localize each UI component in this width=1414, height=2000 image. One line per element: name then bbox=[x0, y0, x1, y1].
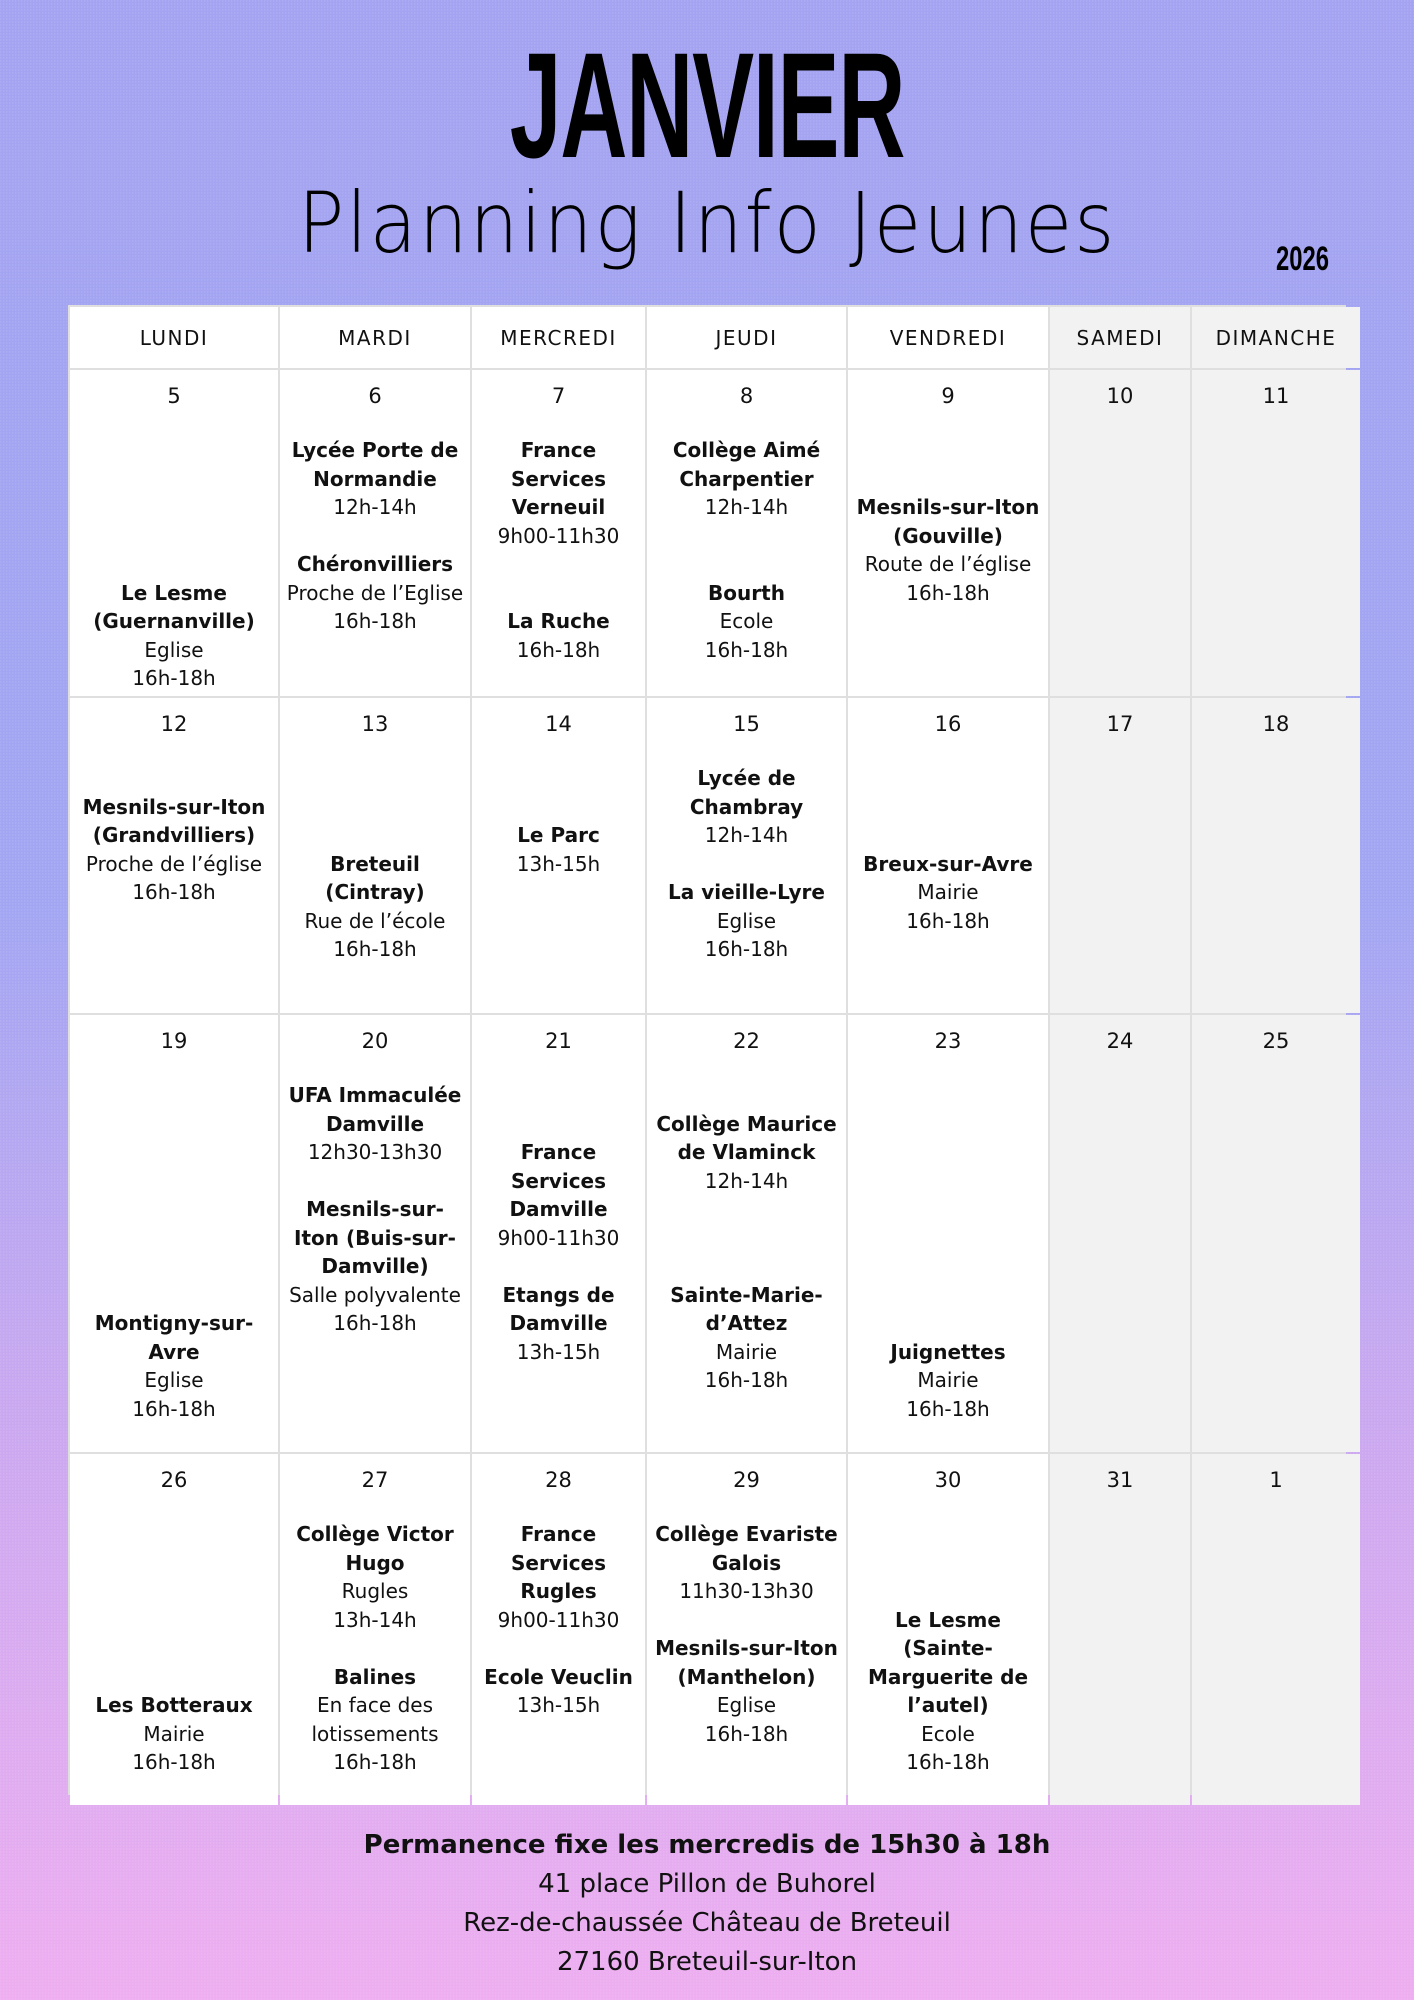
event-item bbox=[653, 1281, 840, 1395]
event-time: 12h-14h bbox=[333, 495, 417, 519]
day-number: 25 bbox=[1262, 1029, 1290, 1053]
events-list bbox=[70, 764, 278, 1013]
event-time: 16h-18h bbox=[704, 1721, 789, 1746]
event-item bbox=[286, 436, 464, 522]
event-location: La vieille-Lyre bbox=[668, 880, 825, 904]
day-cell bbox=[647, 1015, 846, 1452]
event-location: Mesnils-sur-Iton (Gouville) bbox=[856, 495, 1040, 548]
event-location: Breux-sur-Avre bbox=[863, 851, 1033, 876]
event-item bbox=[653, 878, 840, 964]
event-item bbox=[854, 493, 1042, 607]
events-list bbox=[848, 764, 1048, 1013]
weekday-header-mercredi: MERCREDI bbox=[472, 307, 645, 368]
events-list bbox=[70, 1081, 278, 1452]
day-cell bbox=[647, 1454, 846, 1805]
day-number: 31 bbox=[1106, 1468, 1134, 1492]
day-cell bbox=[70, 370, 278, 696]
day-cell bbox=[70, 1015, 278, 1452]
event-time: 13h-15h bbox=[516, 851, 601, 876]
day-cell bbox=[280, 1015, 470, 1452]
day-cell bbox=[280, 698, 470, 1013]
day-cell bbox=[70, 698, 278, 1013]
event-place: Rue de l’école bbox=[304, 908, 446, 933]
event-time: 16h-18h bbox=[704, 1368, 789, 1392]
event-location: France Services Damville bbox=[509, 1140, 608, 1221]
address-line-1: 41 place Pillon de Buhorel bbox=[538, 1869, 876, 1899]
day-number: 8 bbox=[739, 384, 754, 408]
events-list bbox=[70, 1520, 278, 1805]
event-time: 12h-14h bbox=[704, 1168, 789, 1193]
event-location: Chéronvilliers bbox=[296, 552, 454, 576]
day-number: 28 bbox=[545, 1468, 572, 1492]
event-place: En face des lotissements bbox=[311, 1693, 439, 1746]
events-list bbox=[472, 436, 645, 696]
footer-info bbox=[0, 1826, 1414, 1982]
day-cell bbox=[472, 370, 645, 696]
day-cell bbox=[647, 370, 846, 696]
event-location: Collège Victor Hugo bbox=[296, 1522, 454, 1575]
day-number: 10 bbox=[1106, 384, 1134, 408]
event-item bbox=[76, 793, 272, 907]
event-time: 16h-18h bbox=[333, 1750, 417, 1774]
event-place: Ecole bbox=[719, 609, 774, 633]
events-list bbox=[472, 1081, 645, 1452]
event-item bbox=[76, 1309, 272, 1423]
day-number: 5 bbox=[167, 384, 181, 408]
event-time: 16h-18h bbox=[704, 637, 789, 662]
events-list bbox=[280, 1520, 470, 1805]
events-list bbox=[472, 764, 645, 1013]
day-cell bbox=[472, 698, 645, 1013]
event-place: Mairie bbox=[143, 1721, 205, 1746]
event-time: 16h-18h bbox=[333, 609, 417, 633]
event-time: 16h-18h bbox=[906, 1396, 990, 1421]
day-number: 20 bbox=[361, 1029, 389, 1053]
weekday-header-mardi: MARDI bbox=[280, 307, 470, 368]
event-place: Proche de l’église bbox=[85, 851, 263, 876]
event-location: La Ruche bbox=[507, 609, 610, 633]
day-number: 21 bbox=[545, 1029, 572, 1053]
event-place: Ecole bbox=[921, 1721, 975, 1746]
weekday-header-jeudi: JEUDI bbox=[647, 307, 846, 368]
weekday-header-samedi: SAMEDI bbox=[1050, 307, 1190, 368]
event-location: Mesnils-sur-Iton (Manthelon) bbox=[655, 1636, 838, 1689]
event-location: Mesnils-sur-Iton (Grandvilliers) bbox=[82, 794, 266, 847]
event-item bbox=[478, 1663, 639, 1720]
event-item bbox=[286, 550, 464, 636]
event-place: Eglise bbox=[716, 1693, 777, 1717]
calendar-grid bbox=[68, 305, 1346, 1795]
day-cell bbox=[1050, 698, 1190, 1013]
event-place: Eglise bbox=[716, 908, 777, 933]
event-location: Le Lesme (Sainte-Marguerite de l’autel) bbox=[867, 1607, 1029, 1717]
event-item bbox=[76, 1691, 272, 1777]
event-item bbox=[286, 1195, 464, 1338]
day-number: 29 bbox=[733, 1468, 760, 1492]
events-list bbox=[472, 1520, 645, 1805]
day-number: 19 bbox=[160, 1029, 188, 1053]
day-cell bbox=[848, 370, 1048, 696]
event-time: 13h-15h bbox=[516, 1339, 601, 1364]
event-time: 9h00-11h30 bbox=[497, 1225, 620, 1250]
day-number: 23 bbox=[934, 1029, 962, 1053]
event-item bbox=[653, 1520, 840, 1606]
event-item bbox=[478, 1281, 639, 1367]
events-list bbox=[70, 436, 278, 696]
event-item bbox=[653, 579, 840, 665]
event-time: 12h-14h bbox=[704, 495, 789, 519]
event-time: 16h-18h bbox=[132, 1750, 216, 1774]
day-number: 18 bbox=[1262, 712, 1290, 736]
event-place: Eglise bbox=[144, 1368, 204, 1392]
event-location: Etangs de Damville bbox=[502, 1282, 615, 1335]
event-time: 12h-14h bbox=[704, 823, 789, 847]
events-list bbox=[848, 1520, 1048, 1805]
address-line-3: 27160 Breteuil-sur-Iton bbox=[556, 1947, 858, 1977]
event-place: Eglise bbox=[144, 637, 204, 662]
event-place: Mairie bbox=[715, 1339, 778, 1364]
event-item bbox=[854, 1606, 1042, 1777]
events-list bbox=[1192, 436, 1360, 696]
event-location: Collège Aimé Charpentier bbox=[672, 438, 821, 491]
day-cell bbox=[280, 1454, 470, 1805]
day-cell bbox=[1192, 1015, 1360, 1452]
event-location: Les Botteraux bbox=[95, 1693, 253, 1717]
event-time: 16h-18h bbox=[132, 880, 216, 904]
event-place: Route de l’église bbox=[864, 552, 1032, 576]
event-item bbox=[286, 1663, 464, 1777]
event-item bbox=[286, 1081, 464, 1167]
events-list bbox=[1050, 764, 1190, 1013]
event-time: 13h-15h bbox=[516, 1693, 601, 1717]
event-location: Bourth bbox=[708, 580, 785, 605]
day-number: 7 bbox=[551, 384, 566, 408]
event-time: 9h00-11h30 bbox=[497, 523, 620, 548]
day-cell bbox=[1192, 370, 1360, 696]
day-number: 12 bbox=[160, 712, 188, 736]
events-list bbox=[1192, 1520, 1360, 1805]
event-time: 16h-18h bbox=[132, 666, 216, 690]
event-item bbox=[76, 579, 272, 693]
weekday-header-vendredi: VENDREDI bbox=[848, 307, 1048, 368]
events-list bbox=[647, 1520, 846, 1805]
event-time: 16h-18h bbox=[704, 937, 789, 961]
events-list bbox=[280, 764, 470, 1013]
day-cell bbox=[1050, 1015, 1190, 1452]
events-list bbox=[647, 764, 846, 1013]
event-time: 9h00-11h30 bbox=[497, 1607, 620, 1632]
day-number: 24 bbox=[1106, 1029, 1134, 1053]
day-cell bbox=[848, 698, 1048, 1013]
day-cell bbox=[647, 698, 846, 1013]
event-location: Mesnils-sur-Iton (Buis-sur-Damville) bbox=[294, 1197, 456, 1278]
day-number: 15 bbox=[733, 712, 760, 736]
events-list bbox=[1050, 1081, 1190, 1452]
event-location: Collège Maurice de Vlaminck bbox=[656, 1111, 837, 1164]
event-item bbox=[286, 1520, 464, 1634]
event-location: UFA Immaculée Damville bbox=[288, 1083, 462, 1136]
month-title: JANVIER bbox=[509, 21, 905, 189]
event-item bbox=[478, 1520, 639, 1634]
day-cell bbox=[1192, 698, 1360, 1013]
event-time: 12h30-13h30 bbox=[307, 1140, 443, 1164]
event-item bbox=[854, 1338, 1042, 1424]
event-location: Lycée Porte de Normandie bbox=[291, 438, 459, 491]
event-location: Sainte-Marie-d’Attez bbox=[670, 1282, 823, 1335]
event-place: Mairie bbox=[917, 1368, 979, 1392]
event-time: 16h-18h bbox=[333, 1311, 417, 1335]
event-item bbox=[286, 850, 464, 964]
event-time: 11h30-13h30 bbox=[679, 1579, 814, 1603]
event-time: 16h-18h bbox=[516, 637, 601, 662]
events-list bbox=[848, 436, 1048, 696]
day-number: 9 bbox=[941, 384, 955, 408]
day-cell bbox=[1050, 1454, 1190, 1805]
event-item bbox=[854, 850, 1042, 936]
event-location: Le Parc bbox=[517, 823, 600, 847]
event-time: 16h-18h bbox=[906, 580, 990, 605]
event-location: Collège Evariste Galois bbox=[655, 1522, 838, 1575]
event-location: Montigny-sur-Avre bbox=[94, 1311, 254, 1364]
events-list bbox=[1050, 436, 1190, 696]
events-list bbox=[280, 1081, 470, 1452]
day-cell bbox=[848, 1454, 1048, 1805]
day-number: 11 bbox=[1262, 384, 1290, 408]
day-cell bbox=[280, 370, 470, 696]
day-number: 16 bbox=[934, 712, 962, 736]
permanence-text: Permanence fixe les mercredis de 15h30 à 18h bbox=[363, 1830, 1051, 1860]
event-location: France Services Rugles bbox=[510, 1522, 607, 1603]
event-location: Ecole Veuclin bbox=[484, 1664, 633, 1689]
page-subtitle: Planning Info Jeunes bbox=[297, 174, 1117, 272]
address-line-2: Rez-de-chaussée Château de Breteuil bbox=[463, 1908, 951, 1938]
day-cell bbox=[1050, 370, 1190, 696]
day-cell bbox=[848, 1015, 1048, 1452]
event-place: Rugles bbox=[341, 1579, 409, 1603]
weekday-header-lundi: LUNDI bbox=[70, 307, 278, 368]
event-item bbox=[653, 436, 840, 522]
event-location: France Services Verneuil bbox=[510, 438, 607, 519]
event-time: 16h-18h bbox=[132, 1396, 216, 1421]
day-number: 1 bbox=[1269, 1468, 1283, 1492]
day-number: 27 bbox=[361, 1468, 389, 1492]
day-number: 26 bbox=[160, 1468, 188, 1492]
day-cell bbox=[1192, 1454, 1360, 1805]
event-location: Le Lesme (Guernanville) bbox=[93, 580, 255, 633]
event-item bbox=[478, 436, 639, 550]
day-cell bbox=[472, 1015, 645, 1452]
event-location: Breteuil (Cintray) bbox=[325, 851, 425, 904]
events-list bbox=[1192, 1081, 1360, 1452]
year-label: 2026 bbox=[1276, 240, 1329, 278]
event-place: Mairie bbox=[917, 880, 979, 904]
event-item bbox=[478, 1138, 639, 1252]
event-location: Juignettes bbox=[890, 1339, 1006, 1364]
day-number: 14 bbox=[545, 712, 572, 736]
day-number: 17 bbox=[1106, 712, 1134, 736]
event-item bbox=[653, 1634, 840, 1748]
weekday-header-dimanche: DIMANCHE bbox=[1192, 307, 1360, 368]
day-cell bbox=[472, 1454, 645, 1805]
events-list bbox=[1050, 1520, 1190, 1805]
event-item bbox=[653, 764, 840, 850]
event-item bbox=[478, 821, 639, 878]
event-location: Balines bbox=[333, 1664, 417, 1689]
event-place: Proche de l’Eglise bbox=[286, 580, 464, 605]
event-time: 16h-18h bbox=[906, 908, 990, 933]
events-list bbox=[1192, 764, 1360, 1013]
events-list bbox=[848, 1081, 1048, 1452]
event-time: 13h-14h bbox=[333, 1607, 417, 1632]
events-list bbox=[647, 1081, 846, 1452]
event-item bbox=[478, 607, 639, 664]
event-time: 16h-18h bbox=[333, 937, 417, 961]
day-number: 6 bbox=[368, 384, 382, 408]
event-time: 16h-18h bbox=[906, 1750, 990, 1774]
event-item bbox=[653, 1110, 840, 1196]
events-list bbox=[280, 436, 470, 696]
day-number: 13 bbox=[361, 712, 389, 736]
day-number: 30 bbox=[934, 1468, 962, 1492]
day-number: 22 bbox=[733, 1029, 760, 1053]
event-location: Lycée de Chambray bbox=[689, 766, 804, 819]
event-place: Salle polyvalente bbox=[289, 1282, 461, 1307]
events-list bbox=[647, 436, 846, 696]
day-cell bbox=[70, 1454, 278, 1805]
